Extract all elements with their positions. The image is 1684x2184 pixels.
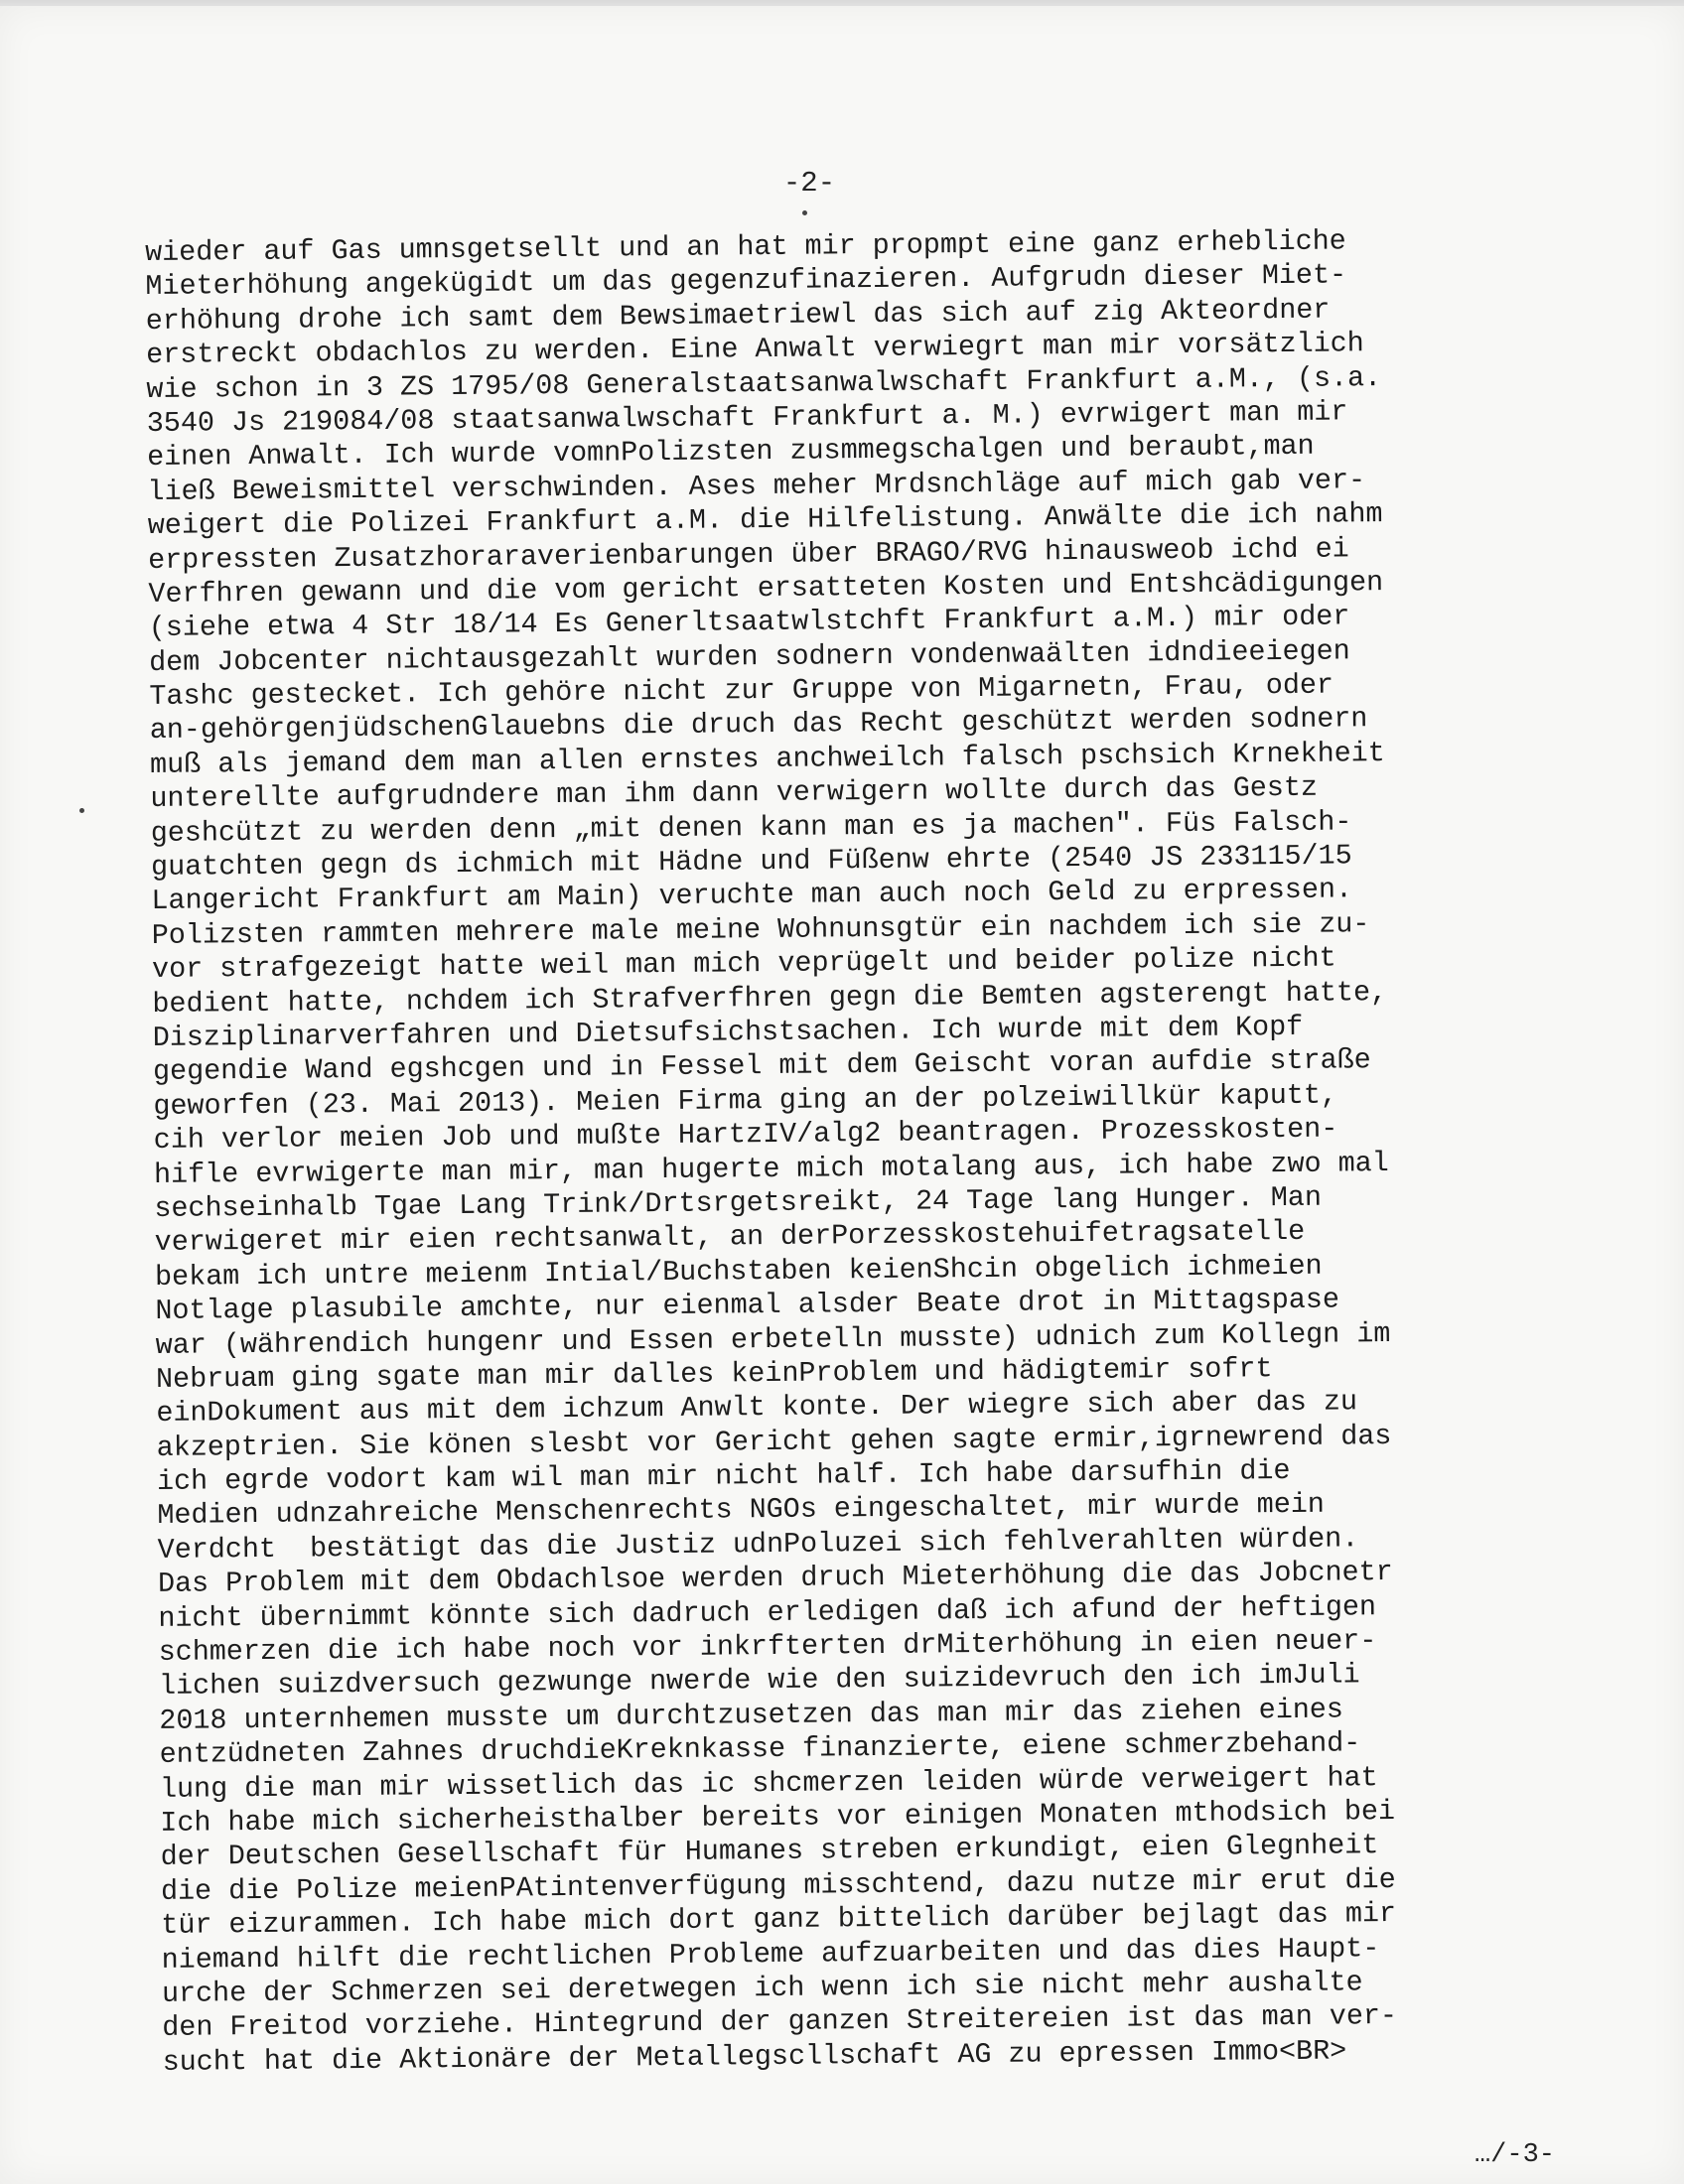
text-line: erstreckt obdachlos zu werden. Eine Anwalt verwiegrt man mir vorsätzlich (145, 327, 1364, 372)
text-line: den Freitod vorziehe. Hintegrund der ganzen Streitereien ist das man ver- (162, 1999, 1398, 2045)
text-line: wie schon in 3 ZS 1795/08 Generalstaatsanwalwschaft Frankfurt a.M., (s.a. (146, 360, 1382, 406)
text-line: geshcützt zu werden denn „mit denen kann man es ja machen". Füs Falsch- (150, 805, 1352, 850)
text-line: gegendie Wand egshcgen und in Fessel mit dem Geischt voran aufdie straße (152, 1043, 1371, 1089)
document-page (0, 6, 1684, 2184)
text-line: Verdcht bestätigt das die Justiz udnPoluzei sich fehlverahlten würden. (157, 1522, 1359, 1567)
text-line: erhöhung drohe ich samt dem Bewsimaetriewl das sich auf zig Akteordner (145, 293, 1331, 338)
text-line: Nebruam ging sgate man mir dalles keinProblem und hädigtemir sofrt (155, 1352, 1273, 1396)
text-line: lung die man mir wissetlich das ic shcmerzen leiden würde verweigert hat (159, 1760, 1378, 1806)
speck-mark (802, 210, 807, 215)
text-line: die die Polize meienPAtintenverfügung misschtend, dazu nutze mir erut die (160, 1862, 1396, 1908)
text-line: sechseinhalb Tgae Lang Trink/Drtsrgetsreikt, 24 Tage lang Hunger. Man (154, 1180, 1323, 1225)
text-line: niemand hilft die rechtlichen Probleme aufzuarbeiten und das dies Haupt- (161, 1931, 1380, 1977)
text-line: urche der Schmerzen sei deretwegen ich wenn ich sie nicht mehr aushalte (161, 1966, 1363, 2010)
text-line: vor strafgezeigt hatte weil man mich veprügelt und beider polize nicht (151, 941, 1336, 987)
text-line: bekam ich untre meienm Intial/Buchstaben keienShcin obgelich ichmeien (154, 1249, 1323, 1294)
text-line: cih verlor meien Job und mußte HartzIV/alg2 beantragen. Prozesskosten- (153, 1112, 1338, 1158)
text-line: entzüdneten Zahnes druchdieKreknkasse finanzierte, eiene schmerzbehand- (159, 1726, 1361, 1772)
text-line: verwigeret mir eien rechtsanwalt, an derPorzesskostehuifetragsatelle (154, 1215, 1306, 1260)
text-line: lichen suizdversuch gezwunge nwerde wie den suizidevruch den ich imJuli (158, 1658, 1360, 1704)
text-line: einDokument aus mit dem ichzum Anwlt konte. Der wiegre sich aber das zu (156, 1385, 1358, 1431)
text-line: dem Jobcenter nichtausgezahlt wurden sodnern vondenwaälten idndieeiegen (148, 634, 1350, 679)
continuation-marker: …/-3- (1474, 2140, 1555, 2170)
text-line: Mieterhöhung angekügidt um das gegenzufinazieren. Aufgrudn dieser Miet- (145, 258, 1347, 304)
text-line: 2018 unternhemen musste um durchtzusetzen das man mir das ziehen eines (159, 1693, 1344, 1737)
margin-dot (79, 808, 84, 813)
text-line: Notlage plasubile amchte, nur eienmal alsder Beate drot in Mittagspase (155, 1283, 1340, 1328)
letter-body (145, 223, 1533, 2080)
page-number: -2- (782, 167, 836, 200)
text-line: unterellte aufgrudndere man ihm dann verwigern wollte durch das Gestz (150, 770, 1319, 816)
text-line: Disziplinarverfahren und Dietsufsichstsachen. Ich wurde mit dem Kopf (152, 1010, 1304, 1054)
text-line: geworfen (23. Mai 2013). Meien Firma ging an der polzeiwillkür kaputt, (153, 1078, 1338, 1123)
text-line: erpressten Zusatzhoraraverienbarungen über BRAGO/RVG hinausweob ichd ei (147, 531, 1349, 577)
text-line: sucht hat die Aktionäre der Metallegscllschaft AG zu epressen Immo<BR> (162, 2034, 1347, 2079)
text-line: Verfhren gewann und die vom gericht ersatteten Kosten und Entshcädigungen (148, 565, 1384, 611)
text-line: ich egrde vodort kam wil man mir nicht half. Ich habe darsufhin die (156, 1454, 1291, 1499)
text-line: muß als jemand dem man allen ernstes anchweilch falsch pschsich Krnekheit (149, 736, 1385, 781)
text-line: bedient hatte, nchdem ich Strafverfhren gegn die Bemten agsterengt hatte, (152, 975, 1388, 1021)
text-line: Medien udnzahreiche Menschenrechts NGOs eingeschaltet, mir wurde mein (157, 1488, 1326, 1533)
text-line: Tashc gestecket. Ich gehöre nicht zur Gruppe von Migarnetn, Frau, oder (149, 668, 1334, 714)
text-line: akzeptrien. Sie könen slesbt vor Gericht gehen sagte ermir,igrnewrend das (156, 1419, 1392, 1464)
text-line: hifle evrwigerte man mir, man hugerte mich motalang aus, ich habe zwo mal (153, 1146, 1389, 1191)
text-line: tür eizurammen. Ich habe mich dort ganz bittelich darüber bejlagt das mir (161, 1897, 1397, 1943)
text-line: guatchten gegn ds ichmich mit Hädne und Füßenw ehrte (2540 JS 233115/15 (150, 839, 1352, 885)
text-line: ließ Beweismittel verschwinden. Ases meher Mrdsnchläge auf mich gab ver- (147, 463, 1366, 508)
text-line: Polizsten rammten mehrere male meine Wohnunsgtür ein nachdem ich sie zu- (151, 907, 1370, 952)
text-line: der Deutschen Gesellschaft für Humanes streben erkundigt, eien Glegnheit (160, 1829, 1379, 1874)
text-line: Das Problem mit dem Obdachlsoe werden druch Mieterhöhung die das Jobcnetr (157, 1556, 1393, 1601)
text-line: weigert die Polizei Frankfurt a.M. die Hilfelistung. Anwälte die ich nahm (147, 497, 1383, 543)
text-line: 3540 Js 219084/08 staatsanwalwschaft Frankfurt a. M.) evrwigert man mir (146, 395, 1348, 440)
text-line: an-gehörgenjüdschenGlauebns die druch das Recht geschützt werden sodnern (149, 702, 1368, 748)
text-line: Langericht Frankfurt am Main) veruchte man auch noch Geld zu erpressen. (151, 873, 1353, 918)
text-line: war (währendich hungenr und Essen erbetelln musste) udnich zum Kollegn im (155, 1316, 1391, 1362)
text-line: (siehe etwa 4 Str 18/14 Es Generltsaatwlstchft Frankfurt a.M.) mir oder (148, 600, 1350, 645)
text-line: wieder auf Gas umnsgetsellt und an hat mir propmpt eine ganz erhebliche (145, 224, 1346, 269)
text-line: nicht übernimmt könnte sich dadruch erledigen daß ich afund der heftigen (158, 1589, 1377, 1635)
text-line: einen Anwalt. Ich wurde vomnPolizsten zusmmegschalgen und beraubt,man (146, 430, 1315, 475)
text-line: Ich habe mich sicherheisthalber bereits vor einigen Monaten mthodsich bei (160, 1794, 1396, 1840)
text-line: schmerzen die ich habe noch vor inkrfterten drMiterhöhung in eien neuer- (158, 1624, 1377, 1669)
